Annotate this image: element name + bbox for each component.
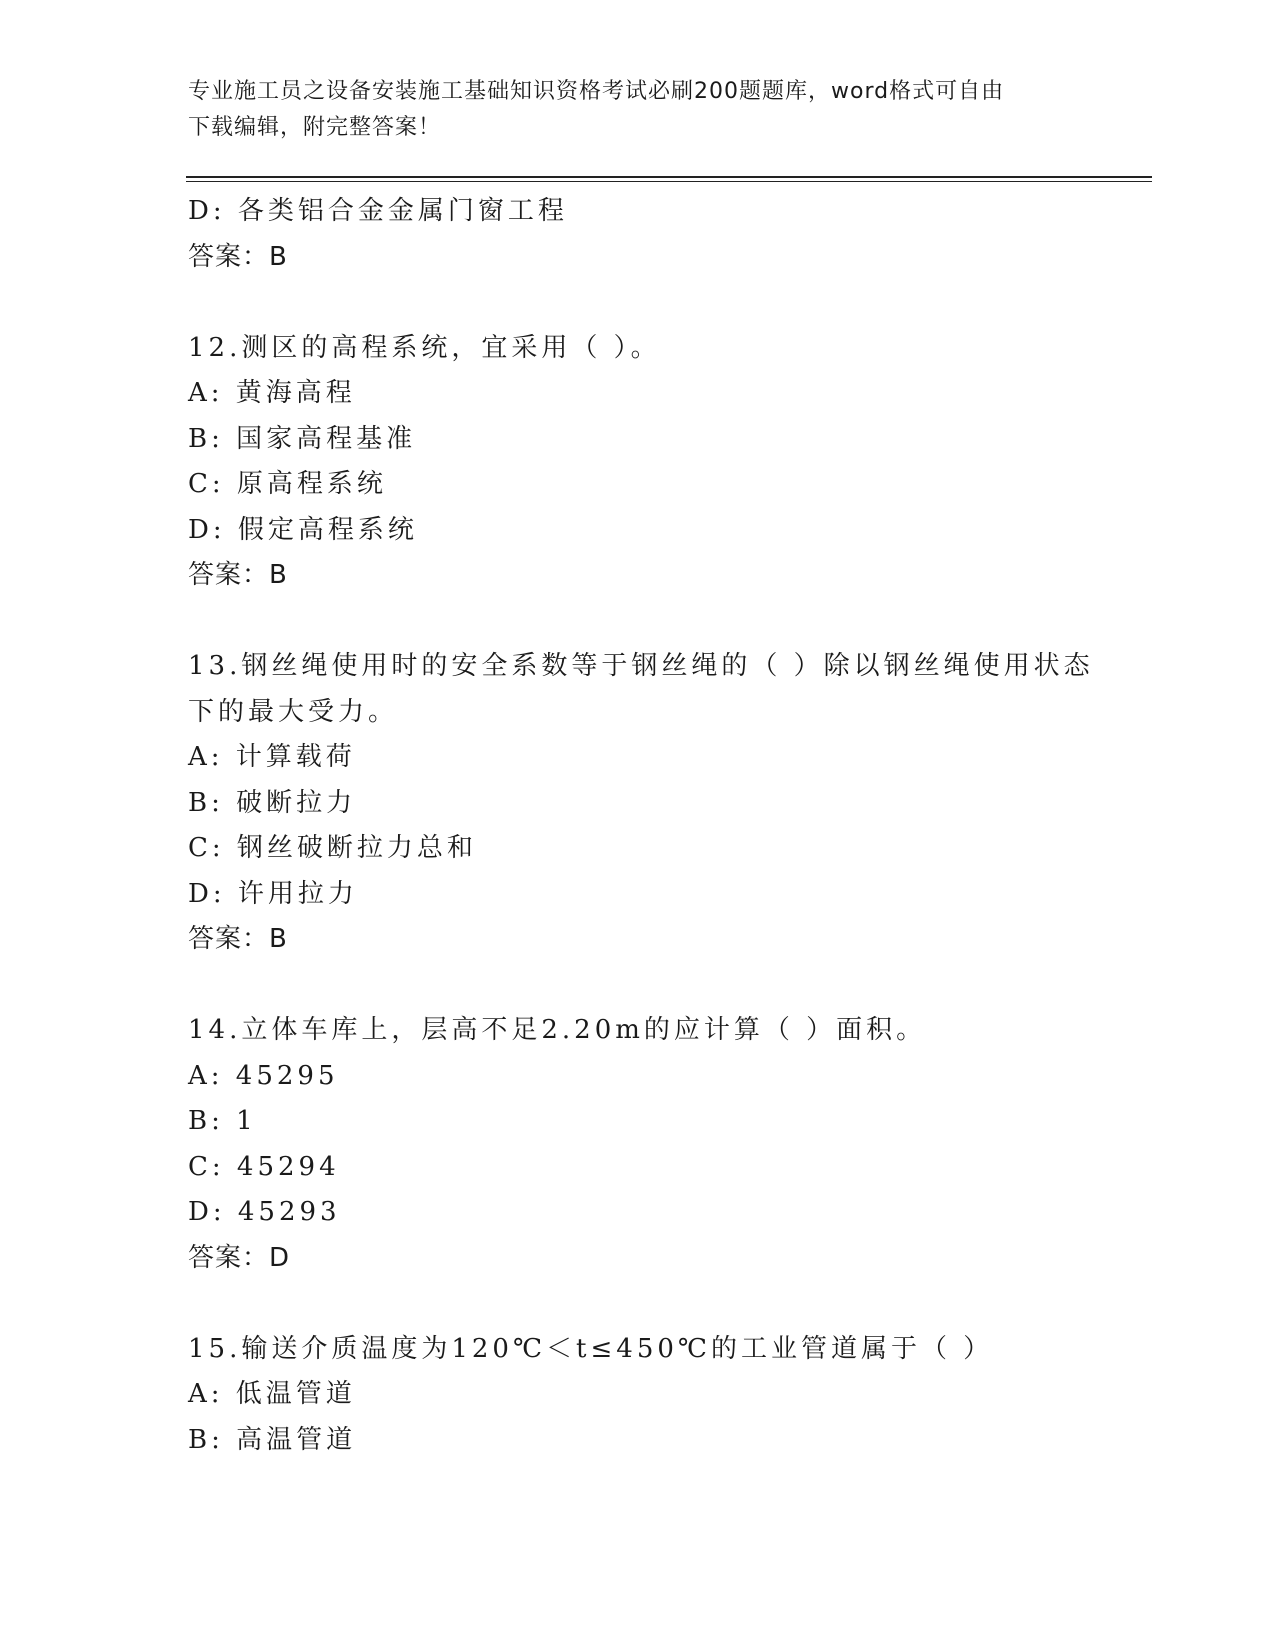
answer-line: 答案：B xyxy=(188,924,288,954)
option-d: D: 各类铝合金金属门窗工程 xyxy=(188,196,568,226)
option-b: B: 国家高程基准 xyxy=(188,423,417,454)
question-stem: 15.输送介质温度为120℃＜t≤450℃的工业管道属于（ ） xyxy=(188,1333,994,1364)
option-c: C: 钢丝破断拉力总和 xyxy=(188,833,477,863)
header-divider-thick xyxy=(186,176,1152,178)
question-13 xyxy=(188,644,1094,963)
question-stem-continued: 下的最大受力。 xyxy=(188,696,399,727)
option-a: A: 计算载荷 xyxy=(188,742,356,772)
answer-line: 答案：D xyxy=(188,1242,291,1273)
question-stem: 13.钢丝绳使用时的安全系数等于钢丝绳的（ ）除以钢丝绳使用状态 xyxy=(188,651,1094,681)
answer-line: 答案：B xyxy=(188,560,288,590)
option-a: A: 45295 xyxy=(188,1060,339,1091)
option-a: A: 低温管道 xyxy=(188,1379,356,1409)
document-body xyxy=(188,189,1094,1463)
option-b: B: 1 xyxy=(188,1106,257,1136)
option-b: B: 破断拉力 xyxy=(188,787,357,818)
header-line-1: 专业施工员之设备安装施工基础知识资格考试必刷200题题库，word格式可自由 xyxy=(188,79,1005,104)
option-a: A: 黄海高程 xyxy=(188,378,356,408)
answer-line: 答案：B xyxy=(188,241,288,272)
option-b: B: 高温管道 xyxy=(188,1424,357,1455)
header-divider-thin xyxy=(186,181,1152,182)
header-line-2: 下载编辑，附完整答案！ xyxy=(188,115,442,140)
question-stem: 14.立体车库上，层高不足2.20m的应计算（ ）面积。 xyxy=(188,1015,927,1045)
question-12 xyxy=(188,326,1088,599)
spacer xyxy=(188,963,1088,1009)
question-15 xyxy=(188,1327,1088,1464)
option-d: D: 45293 xyxy=(188,1197,341,1227)
option-c: C: 45294 xyxy=(188,1151,340,1182)
spacer xyxy=(188,280,1088,326)
spacer xyxy=(188,1281,1088,1327)
option-d: D: 假定高程系统 xyxy=(188,514,418,545)
option-d: D: 许用拉力 xyxy=(188,878,358,909)
document-header xyxy=(188,74,1068,146)
spacer xyxy=(188,599,1088,645)
question-14 xyxy=(188,1008,1088,1281)
option-c: C: 原高程系统 xyxy=(188,469,387,499)
question-stem: 12.测区的高程系统，宜采用（ ）。 xyxy=(188,332,661,363)
